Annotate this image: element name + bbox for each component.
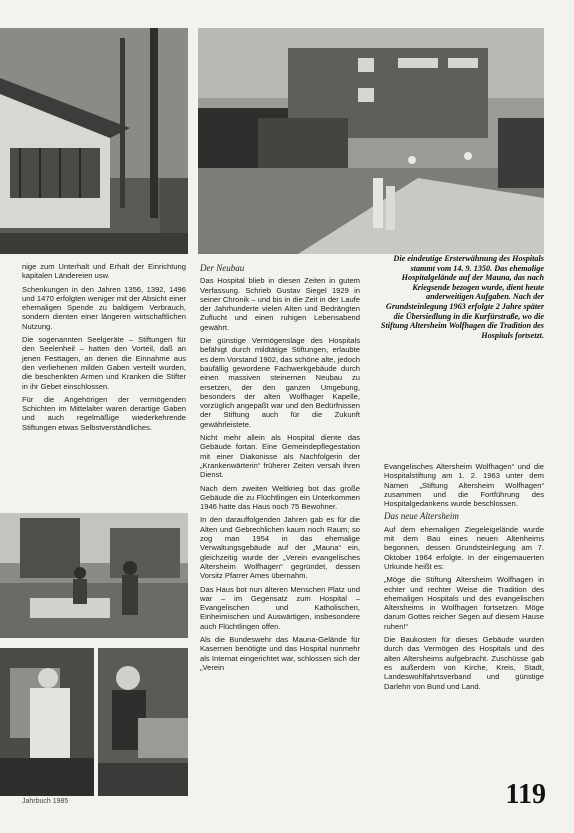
col1-paragraph: nige zum Unterhalt und Erhalt der Einrichtung kapitalen Ländereien usw.	[22, 262, 186, 281]
col1-paragraph: Schenkungen in den Jahren 1356, 1392, 1496 und 1470 erfolgten weniger mit der Absicht einer ehemaligen Spende zu baldigem Verbrauch, sondern dienten einer längeren wirtschaftlichen Nutzung.	[22, 284, 186, 331]
col1-paragraph: Für die Angehörigen der vermögenden Schichten im Mittelalter waren derartige Gaben und auch regelmäßige wiederkehrende Stiftungen etwas Selbstverständliches.	[22, 394, 186, 432]
section-heading: Der Neubau	[200, 263, 245, 273]
photo-caption: Die eindeutige Ersterwähnung des Hospitals stammt vom 14. 9. 1350. Das ehemalige Hospitalgelände auf der Mauna, das nach Kriegsende bezogen wurde, dient heute anderweitigen Aufgaben. Nach der Grundsteinlegung 1963 erfolgte 2 Jahre später die Übersiedlung in die Kurfürstraße, wo die Stiftung Altersheim Wolfhagen die Tradition des Hospitals fortsetzt.	[380, 254, 544, 340]
col2-paragraph: Nach dem zweiten Weltkrieg bot das große Gebäude die zu Flüchtlingen ein Unterkommen 1946 hatte das Haus noch 75 Bewohner.	[200, 483, 360, 512]
section-heading: Das neue Altersheim	[384, 511, 459, 522]
column-2	[200, 262, 360, 676]
col3-paragraph: Auf dem ehemaligen Ziegeleigelände wurde mit dem Bau eines neuen Altenheims begonnen, dessen Grundsteinlegung am 7. Oktober 1964 erfolgte. In der eingemauerten Urkunde heißt es:	[384, 524, 544, 571]
column-1	[22, 262, 186, 436]
page-number: 119	[505, 779, 546, 810]
col1-paragraph: Die sogenannten Seelgeräte – Stiftungen für den Seelenheil – hatten den Vorteil, daß an jenen Festtagen, an denen die Einnahme aus den verliehenen milden Gaben verteilt wurden, die beschenkten Armen und Kranken die Stifter in ihr Gebet einschlossen.	[22, 335, 186, 391]
col3-paragraph: Evangelisches Altersheim Wolfhagen“ und die Hospitalstiftung am 1. 2. 1963 unter dem Namen „Stiftung Altersheim Wolfhagen“ zusammen und die Fortführung des Hospitalgedankens wurde beschlossen.	[384, 462, 544, 509]
photo-modern-altersheim	[198, 28, 544, 254]
photo-market-scene	[0, 513, 188, 638]
col2-paragraph: Die günstige Vermögenslage des Hospitals befähigt durch mildtätige Stiftungen, erlaubte es dem Vorstand 1902, das schöne alte, jedoch baufällig gewordene Fachwerkgebäude durch einen massiven steinernen Neubau zu ersetzen, der den ganzen Umgebung, besonders der alten Wolfhager Kapelle, vorzüglich angepaßt war und den Bedürfnissen der Stiftung auch für die Zukunft gewährleistete.	[200, 336, 360, 429]
photo-nurse-patient	[0, 648, 94, 796]
col3-paragraph: Die Baukosten für dieses Gebäude wurden durch das Vermögen des Hospitals und des alten Altersheims aufgebracht. Zuschüsse gab es außerdem von Kirche, Kreis, Stadt, Landeswohlfahrtsverband und günstige Darlehn von Bund und Land.	[384, 635, 544, 691]
photo-timbered-hospital	[0, 28, 188, 254]
photo-elderly-resident	[98, 648, 188, 796]
col2-paragraph: Als die Bundeswehr das Mauna-Gelände für Kasernen benötigte und das Hospital nunmehr als Internat eingerichtet war, schlossen sich der „Verein	[200, 634, 360, 672]
column-3	[384, 462, 544, 695]
col3-paragraph: „Möge die Stiftung Altersheim Wolfhagen in echter und rechter Weise die Tradition des ehemaligen Hospitals und des evangelischen Altersheims in Wolfhagen fortsetzen. Möge darum Gottes reicher Segen auf diesem Hause ruhen!“	[384, 575, 544, 631]
col2-paragraph: Das Haus bot nun älteren Menschen Platz und war – im Gegensatz zum Hospital – Evangelischen und Katholischen, Einheimischen und Auswärtigen, insbesondere auch Flüchtlingen offen.	[200, 584, 360, 631]
col2-paragraph: Nicht mehr allein als Hospital diente das Gebäude fortan. Eine Gemeindepflegestation mit einer Diakonisse als Nachfolgerin der „Krankenwärterin“ früherer Zeiten versah ihren Dienst.	[200, 433, 360, 480]
col2-paragraph: In den darauffolgenden Jahren gab es für die Alten und Gebrechlichen kaum noch Raum; so zog man 1954 in das ehemalige Verwaltungsgebäude auf der „Mauna“ ein, gleichzeitig wurde der „Verein evangelisches Altersheim Wolfhagen“ gegründet, dessen Vorsitz Pfarrer Ames übernahm.	[200, 515, 360, 581]
footer-label: Jahrbuch 1985	[22, 798, 69, 805]
col2-paragraph: Das Hospital blieb in diesen Zeiten in gutem Verfassung. Schrieb Gustav Siegel 1929 in seiner Chronik – und bis in die Zeit in der Laufe der Jahrhunderte vielen Alten und Bedrängten Zuflucht und einen ruhigen Lebensabend gewährt.	[200, 276, 360, 332]
